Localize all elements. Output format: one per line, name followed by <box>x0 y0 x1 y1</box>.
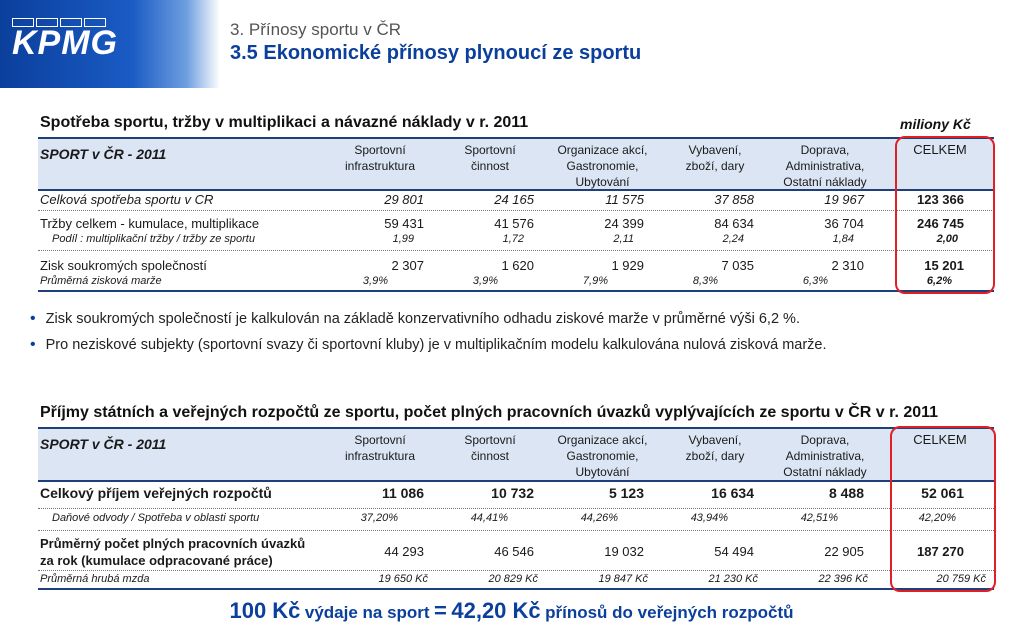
column-header: Sportovní činnost <box>464 433 516 463</box>
cell: 36 704 <box>824 216 864 231</box>
cell: 1 929 <box>611 258 644 273</box>
cell: 2 310 <box>831 258 864 273</box>
table2-title: Příjmy státních a veřejných rozpočtů ze sportu, počet plných pracovních úvazků vyplývajících ze sportu v ČR v r. 2011 <box>40 404 939 421</box>
row-label: Průměrná zisková marže <box>40 275 162 287</box>
cell: 1,72 <box>502 233 524 245</box>
row-label: Podíl : multiplikační tržby / tržby ze sportu <box>52 233 255 245</box>
cell: 2,24 <box>722 233 744 245</box>
row-divider <box>38 508 994 509</box>
footer-statement <box>0 598 1023 624</box>
cell: 5 123 <box>608 485 644 501</box>
page-title: 3.5 Ekonomické přínosy plynoucí ze sportu <box>230 42 642 64</box>
cell: 19 650 Kč <box>378 573 428 585</box>
table-row <box>38 485 994 505</box>
cell: 8 488 <box>828 485 864 501</box>
cell: 44,41% <box>470 512 508 524</box>
footer-text-2: přínosů do veřejných rozpočtů <box>545 603 794 622</box>
cell: 8,3% <box>692 275 718 287</box>
cell: 21 230 Kč <box>708 573 758 585</box>
cell: 1,99 <box>392 233 414 245</box>
cell: 24 165 <box>494 192 534 207</box>
cell: 84 634 <box>714 216 754 231</box>
row-label: Zisk soukromých společností <box>40 258 207 273</box>
cell: 37,20% <box>360 512 398 524</box>
row-divider <box>38 210 994 211</box>
table2-bottom-rule <box>38 588 994 590</box>
table-row <box>38 573 994 587</box>
cell: 2,11 <box>613 233 634 245</box>
table-row <box>38 192 994 208</box>
column-header: Sportovní činnost <box>464 143 516 173</box>
cell: 19 032 <box>604 544 644 559</box>
cell: 7,9% <box>582 275 608 287</box>
table-row <box>38 275 994 289</box>
table1-title: Spotřeba sportu, tržby v multiplikaci a návazné náklady v r. 2011 <box>40 114 529 131</box>
cell: 19 967 <box>824 192 864 207</box>
row-label: Celkový příjem veřejných rozpočtů <box>40 485 272 501</box>
column-header-total: CELKEM <box>913 432 967 447</box>
row-label: Průměrná hrubá mzda <box>40 573 150 585</box>
row-divider <box>38 530 994 531</box>
cell: 59 431 <box>384 216 424 231</box>
cell: 46 546 <box>494 544 534 559</box>
table2-header-rule <box>38 480 994 482</box>
cell: 6,3% <box>802 275 828 287</box>
total-highlight-box <box>890 426 996 592</box>
row-label: Daňové odvody / Spotřeba v oblasti sportu <box>52 512 260 524</box>
column-header: Doprava, Administrativa, Ostatní náklady <box>783 433 867 479</box>
cell: 11 086 <box>381 485 424 501</box>
row-divider <box>38 570 994 571</box>
cell: 44 293 <box>384 544 424 559</box>
cell-total: 246 745 <box>917 216 964 231</box>
column-header: Sportovní infrastruktura <box>344 433 416 463</box>
column-header: Doprava, Administrativa, Ostatní náklady <box>783 143 867 189</box>
table1-bottom-rule <box>38 290 994 292</box>
bullet-item: • Pro neziskové subjekty (sportovní svazy či sportovní kluby) je v multiplikačním modelu kalkulována nulová zisková marže. <box>30 336 827 353</box>
table1-corner: SPORT v ČR - 2011 <box>40 146 167 162</box>
cell-total: 20 759 Kč <box>936 573 986 585</box>
cell-total: 2,00 <box>936 233 958 245</box>
cell: 1,84 <box>832 233 854 245</box>
kpmg-logo: KPMG <box>12 24 118 62</box>
cell: 1 620 <box>501 258 534 273</box>
cell-total: 42,20% <box>918 512 956 524</box>
cell: 41 576 <box>494 216 534 231</box>
cell: 22 396 Kč <box>818 573 868 585</box>
cell: 3,9% <box>362 275 388 287</box>
cell-total: 123 366 <box>917 192 964 207</box>
column-header: Sportovní infrastruktura <box>344 143 416 173</box>
cell: 11 575 <box>605 192 644 207</box>
cell: 3,9% <box>472 275 498 287</box>
cell: 44,26% <box>580 512 618 524</box>
footer-amount-1: 100 Kč <box>229 598 301 623</box>
cell: 43,94% <box>690 512 728 524</box>
footer-amount-2: 42,20 Kč <box>451 598 541 623</box>
column-header: Organizace akcí, Gastronomie, Ubytování <box>557 433 648 479</box>
cell-total: 6,2% <box>926 275 952 287</box>
breadcrumb: 3. Přínosy sportu v ČR <box>230 20 402 39</box>
table-row <box>38 258 994 274</box>
table2-corner: SPORT v ČR - 2011 <box>40 436 167 452</box>
column-header: Organizace akcí, Gastronomie, Ubytování <box>557 143 648 189</box>
row-label: Průměrný počet plných pracovních úvazků za rok (kumulace odpracované práce) <box>40 536 306 568</box>
cell: 10 732 <box>491 485 534 501</box>
bullet-icon: • <box>30 336 36 353</box>
bullet-item: • Zisk soukromých společností je kalkulován na základě konzervativního odhadu ziskové marže v průměrné výši 6,2 %. <box>30 310 800 327</box>
bullet-icon: • <box>30 310 36 327</box>
cell: 29 801 <box>384 192 424 207</box>
cell: 2 307 <box>391 258 424 273</box>
row-divider <box>38 250 994 251</box>
footer-equals: = <box>434 598 447 623</box>
column-header: Vybavení, zboží, dary <box>685 143 745 173</box>
cell: 16 634 <box>711 485 754 501</box>
cell-total: 15 201 <box>924 258 964 273</box>
cell: 7 035 <box>721 258 754 273</box>
table-row <box>38 233 994 247</box>
row-label: Tržby celkem - kumulace, multiplikace <box>40 216 260 231</box>
row-label: Celková spotřeba sportu v CR <box>40 192 214 207</box>
cell: 42,51% <box>800 512 838 524</box>
cell-total: 187 270 <box>917 544 964 559</box>
total-highlight-box <box>895 136 995 294</box>
column-header-total: CELKEM <box>913 142 967 157</box>
footer-text-1: výdaje na sport <box>304 603 430 622</box>
cell: 22 905 <box>824 544 864 559</box>
cell: 24 399 <box>604 216 644 231</box>
cell: 37 858 <box>714 192 754 207</box>
table-row <box>38 216 994 232</box>
table-row <box>38 535 994 571</box>
table1-unit: miliony Kč <box>900 116 971 132</box>
table-row <box>38 512 994 526</box>
cell-total: 52 061 <box>921 485 964 501</box>
bullet-list <box>30 310 827 362</box>
cell: 20 829 Kč <box>488 573 538 585</box>
cell: 19 847 Kč <box>598 573 648 585</box>
column-header: Vybavení, zboží, dary <box>685 433 745 463</box>
cell: 54 494 <box>714 544 754 559</box>
